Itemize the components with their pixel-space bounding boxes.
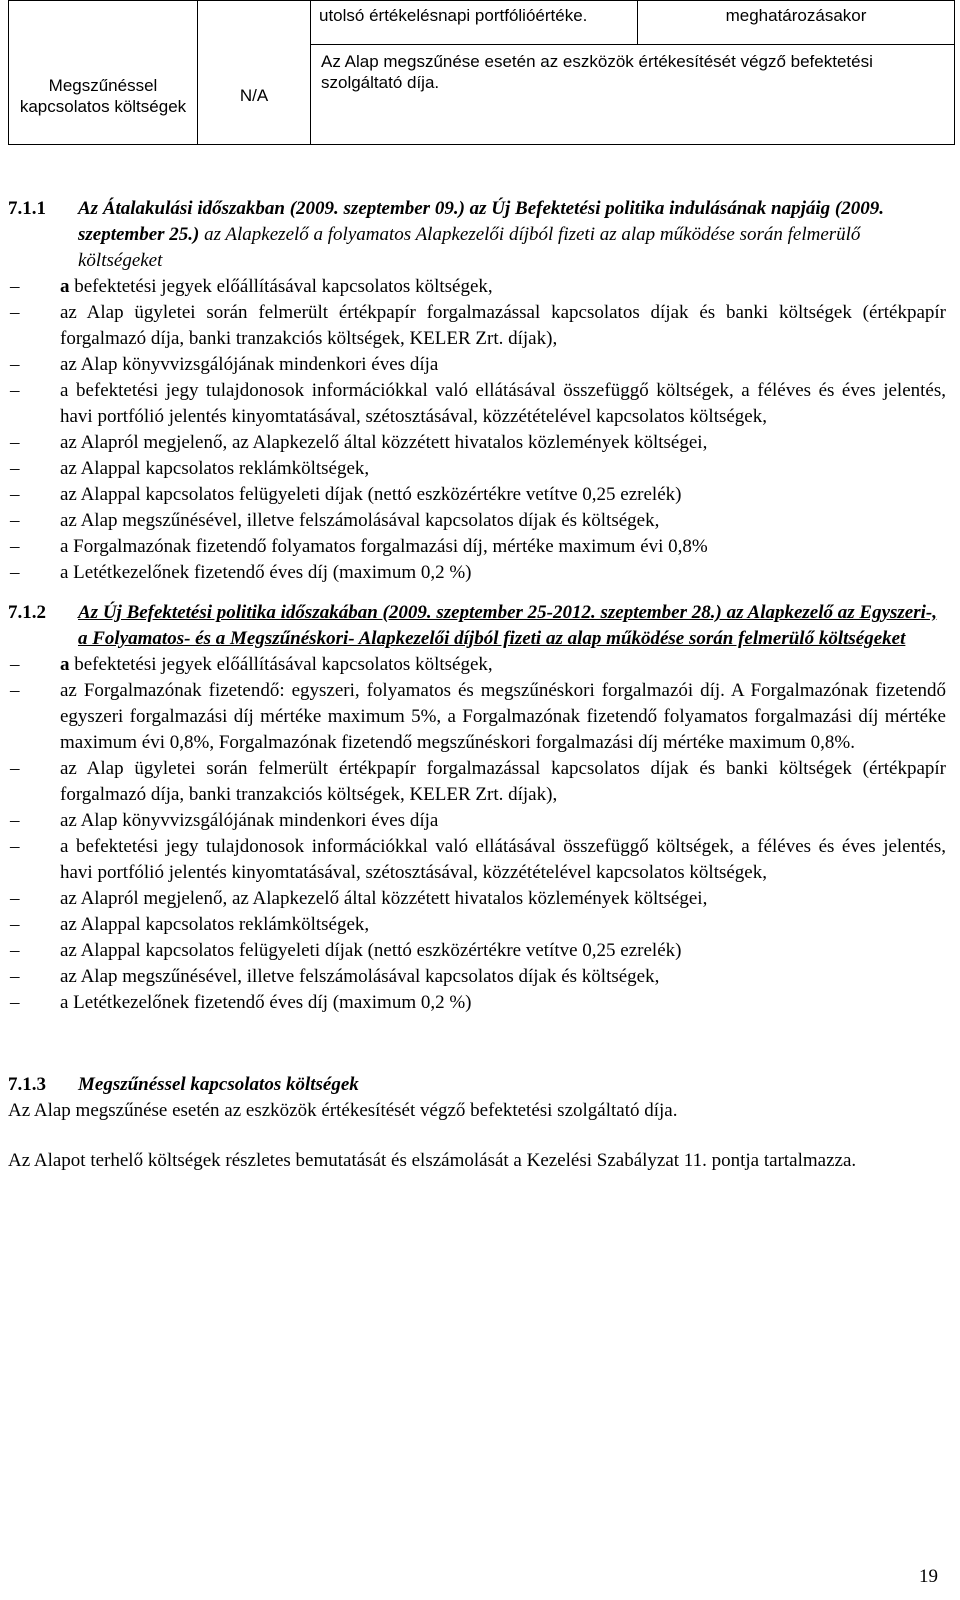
dash-bullet: – (10, 940, 20, 961)
list-item: – az Alappal kapcsolatos reklámköltségek, (8, 456, 946, 482)
section-number: 7.1.1 (8, 198, 46, 219)
section-title-rest: az Alapkezelő a folyamatos Alapkezelői díjból fizeti az alap működése során felmerülő költségeket (78, 224, 861, 271)
table-cell-description (311, 45, 955, 145)
section-heading-7-1-2 (8, 600, 946, 652)
section-heading-7-1-3 (8, 1072, 946, 1098)
description-text: Az Alap megszűnése esetén az eszközök értékesítését végző befektetési szolgáltató díja. (321, 52, 873, 92)
list-item: – a befektetési jegyek előállításával kapcsolatos költségek, (8, 274, 946, 300)
list-item: – az Alappal kapcsolatos felügyeleti díjak (nettó eszközértékre vetítve 0,25 ezrelék) (8, 938, 946, 964)
list-item: – a befektetési jegyek előállításával kapcsolatos költségek, (8, 652, 946, 678)
dash-bullet: – (10, 484, 20, 505)
fee-table (8, 0, 955, 145)
table-row (9, 1, 955, 45)
section-heading-7-1-1 (8, 196, 946, 274)
dash-bullet: – (10, 836, 20, 857)
dash-bullet: – (10, 966, 20, 987)
timing-text: meghatározásakor (725, 6, 867, 25)
dash-bullet: – (10, 354, 20, 375)
dash-bullet: – (10, 380, 20, 401)
dash-bullet: – (10, 758, 20, 779)
dash-bullet: – (10, 510, 20, 531)
dash-bullet: – (10, 810, 20, 831)
list-item: – az Alappal kapcsolatos reklámköltségek, (8, 912, 946, 938)
rate-value: N/A (239, 86, 269, 105)
list-item: – az Alap megszűnésével, illetve felszámolásával kapcsolatos díjak és költségek, (8, 964, 946, 990)
list-item: – az Forgalmazónak fizetendő: egyszeri, folyamatos és megszűnéskori forgalmazói díj. A Forgalmazónak fizetendő egyszeri forgalmazási díj mértéke maximum 5%, a Forgalmazónak fizetendő folyamatos forgalmazási díj mértéke maximum évi 0,8%, Forgalmazónak fizetendő megszűnéskori forgalmazási díj mértéke maximum 0,8%. (8, 678, 946, 756)
list-item: – az Alap ügyletei során felmerült értékpapír forgalmazással kapcsolatos díjak és banki költségek (értékpapír forgalmazó díja, banki tranzakciós költségek, KELER Zrt. díjak), (8, 756, 946, 808)
list-item: – az Alapról megjelenő, az Alapkezelő által közzétett hivatalos közlemények költségei, (8, 430, 946, 456)
table-cell-rate (198, 1, 311, 145)
list-item: – az Alap megszűnésével, illetve felszámolásával kapcsolatos díjak és költségek, (8, 508, 946, 534)
page-number: 19 (919, 1566, 938, 1587)
dash-bullet: – (10, 888, 20, 909)
dash-bullet: – (10, 562, 20, 583)
section-number: 7.1.3 (8, 1074, 46, 1095)
cost-type-label: Megszűnéssel kapcsolatos költségek (19, 75, 187, 116)
dash-bullet: – (10, 680, 20, 701)
list-item: – az Alappal kapcsolatos felügyeleti díjak (nettó eszközértékre vetítve 0,25 ezrelék) (8, 482, 946, 508)
dash-bullet: – (10, 276, 20, 297)
basis-text: utolsó értékelésnapi portfólióértéke. (319, 6, 588, 25)
list-item: – a befektetési jegy tulajdonosok információkkal való ellátásával összefüggő költségek, a féléves és éves jelentés, havi portfólió jelentés kinyomtatásával, szétosztásával, közzétételével kapcsolatos költségek, (8, 834, 946, 886)
paragraph-reference: Az Alapot terhelő költségek részletes bemutatását és elszámolását a Kezelési Szabályzat 11. pontja tartalmazza. (8, 1150, 857, 1171)
list-item: – a Forgalmazónak fizetendő folyamatos forgalmazási díj, mértéke maximum évi 0,8% (8, 534, 946, 560)
dash-bullet: – (10, 458, 20, 479)
table-cell-basis (311, 1, 638, 45)
dash-bullet: – (10, 914, 20, 935)
list-item: – a Letétkezelőnek fizetendő éves díj (maximum 0,2 %) (8, 990, 946, 1016)
list-item: – az Alapról megjelenő, az Alapkezelő által közzétett hivatalos közlemények költségei, (8, 886, 946, 912)
list-item: – az Alap ügyletei során felmerült értékpapír forgalmazással kapcsolatos díjak és banki költségek (értékpapír forgalmazó díja, banki tranzakciós költségek, KELER Zrt. díjak), (8, 300, 946, 352)
bullet-list-7-1-2 (8, 652, 946, 1016)
section-title-bold: Az Átalakulási időszakban (2009. szeptember 09.) az Új Befektetési politika indulásának napjáig (2009. szeptember 25.) (78, 198, 884, 245)
list-item: – az Alap könyvvizsgálójának mindenkori éves díja (8, 808, 946, 834)
document-body (8, 196, 946, 1174)
bullet-list-7-1-1 (8, 274, 946, 586)
dash-bullet: – (10, 654, 20, 675)
list-item: – a Letétkezelőnek fizetendő éves díj (maximum 0,2 %) (8, 560, 946, 586)
table-cell-timing (638, 1, 955, 45)
list-item: – az Alap könyvvizsgálójának mindenkori éves díja (8, 352, 946, 378)
dash-bullet: – (10, 302, 20, 323)
table-cell-cost-type (9, 1, 198, 145)
section-title: Az Új Befektetési politika időszakában (2009. szeptember 25-2012. szeptember 28.) az Alapkezelő az Egyszeri-, a Folyamatos- és a Megszűnéskori- Alapkezelői díjból fizeti az alap működése során felmerülő költségeket (78, 602, 937, 649)
dash-bullet: – (10, 536, 20, 557)
section-title: Megszűnéssel kapcsolatos költségek (78, 1074, 359, 1095)
dash-bullet: – (10, 992, 20, 1013)
dash-bullet: – (10, 432, 20, 453)
paragraph-termination: Az Alap megszűnése esetén az eszközök értékesítését végző befektetési szolgáltató díja. (8, 1100, 678, 1121)
section-number: 7.1.2 (8, 602, 46, 623)
list-item: – a befektetési jegy tulajdonosok információkkal való ellátásával összefüggő költségek, a féléves és éves jelentés, havi portfólió jelentés kinyomtatásával, szétosztásával, közzétételével kapcsolatos költségek, (8, 378, 946, 430)
